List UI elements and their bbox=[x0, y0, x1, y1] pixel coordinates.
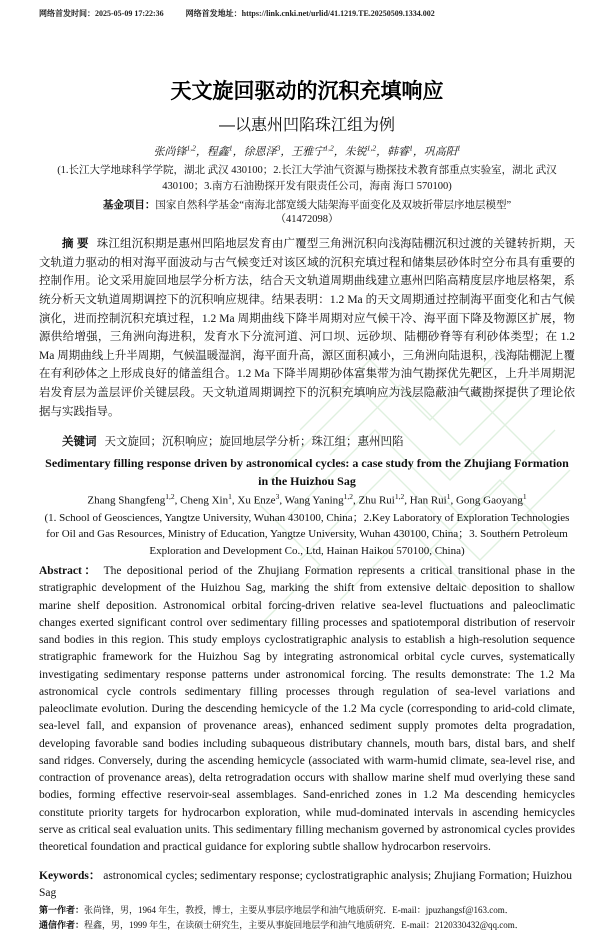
abstract-en-label: Abstract： bbox=[39, 565, 99, 578]
publish-address-url: https://link.cnki.net/urlid/41.1219.TE.20250509.1334.002 bbox=[241, 9, 435, 18]
affiliations-en: (1. School of Geosciences, Yangtze University, Wuhan 430100, China；2.Key Laboratory of Exploration Technologies for Oil and Gas Resources, Ministry of Education, Yangtze University, Wuhan 430100, China；3. Southern Petroleum Exploration and Development Co., Ltd, Hainan Haikou 570100, China) bbox=[44, 511, 570, 557]
authors-cn: 张尚锋$^{1,2}$，程鑫$^1$，徐恩泽$^3$，王雅宁$^{1,2}$，朱锐$^{1,2}$，韩睿$^1$，巩高阳$^1$ bbox=[153, 143, 461, 159]
keywords-cn-text: 天文旋回；沉积响应；旋回地层学分析；珠江组；惠州凹陷 bbox=[104, 435, 404, 448]
paper-title-en: Sedimentary filling response driven by astronomical cycles: a case study from the Zhujiang Formation in the Huizhou Sag bbox=[45, 456, 569, 488]
keywords-en bbox=[39, 868, 575, 901]
authors-en: Zhang Shangfeng$^{1,2}$, Cheng Xin$^1$, Xu Enze$^3$, Wang Yaning$^{1,2}$, Zhu Rui$^{1,2}$, Han Rui$^1$, Gong Gaoyang$^1$ bbox=[87, 492, 527, 507]
keywords-cn-label: 关键词 bbox=[62, 435, 97, 448]
author-bio-footer bbox=[39, 903, 575, 932]
corresponding-author-line bbox=[39, 918, 575, 932]
keywords-cn bbox=[39, 433, 575, 451]
affiliations-cn: (1.长江大学地球科学学院，湖北 武汉 430100；2.长江大学油气资源与勘探技术教育部重点实验室，湖北 武汉 430100；3.南方石油勘探开发有限责任公司，海南 海口 570100) bbox=[57, 165, 557, 193]
keywords-en-label: Keywords： bbox=[39, 869, 101, 882]
abstract-en-text: The depositional period of the Zhujiang Formation represents a critical transitional phase in the stratigraphic development of the Huizhou Sag, marking the shift from extensive deltaic deposition to shallow marine shelf deposition. Astronomical orbital forcing-driven relative sea-level fluctuations and paleoclimatic changes exerted significant control over sedimentary filling processes and spatiotemporal distribution of reservoir sand bodies in this region. This study employs cyclostratigraphic analysis to establish a high-resolution sequence stratigraphic framework for the Huizhou Sag by integrating astronomical orbital cycle curves, systematically investigating sedimentary response patterns under astronomical forcing. The results demonstrate: The 1.2 Ma astronomical cycle controls sedimentary filling processes through regulation of sea-level variations and paleoclimate evolution. During the descending hemicycle of the 1.2 Ma cycle (corresponding to arid-cold climate, sea-level fall, and expansion of provenance areas), enhanced sediment supply promotes delta progradation, developing favorable sand bodies including subaqueous distributary channels, mouth bars, distal bars, and shelf sand ridges. Conversely, during the ascending hemicycle (associated with warm-humid climate, sea-level rise, and contraction of provenance areas), delta retrogradation occurs with shallow marine shelf mud overlying these sand bodies, forming effective reservoir-seal assemblages. Sand-enriched zones in 1.2 Ma descending hemicycles constitute priority targets for hydrocarbon exploration, while mud-dominated intervals in ascending hemicycles serve as critical seal evaluation units. This sedimentary filling mechanism governed by astronomical cycles provides theoretical foundation and practical guidance for exploring subtle shallow hydrocarbon reservoirs. bbox=[39, 565, 575, 854]
paper-title-cn: 天文旋回驱动的沉积充填响应 bbox=[170, 80, 444, 103]
fund-project-label: 基金项目： bbox=[102, 198, 156, 211]
fund-project-text: 国家自然科学基金“南海北部宽缓大陆架海平面变化及双坡折带层序地层模型” bbox=[155, 199, 512, 211]
publish-address bbox=[186, 8, 435, 19]
first-author-text: 张尚锋，男，1964 年生，教授，博士，主要从事层序地层学和油气地质研究．E-mail：jpuzhangsf@163.com． bbox=[84, 905, 514, 916]
abstract-en bbox=[39, 563, 575, 856]
first-author-line bbox=[39, 903, 575, 917]
abstract-cn-label: 摘 要 bbox=[62, 238, 89, 251]
first-author-label: 第一作者： bbox=[39, 905, 85, 916]
fund-project-number: （41472098） bbox=[275, 213, 339, 225]
corresponding-author-label: 通信作者： bbox=[39, 919, 85, 930]
publish-time-value: 2025-05-09 17:22:36 bbox=[95, 9, 164, 18]
keywords-en-text: astronomical cycles; sedimentary response; cyclostratigraphic analysis; Zhujiang Formation; Huizhou Sag bbox=[39, 869, 573, 899]
fund-project-line bbox=[39, 198, 575, 213]
abstract-cn-text: 珠江组沉积期是惠州凹陷地层发育由广覆型三角洲沉积向浅海陆棚沉积过渡的关键转折期，天文轨道力驱动的相对海平面波动与古气候变迁对该区域的沉积充填过程和储集层砂体时空分布具有重要的控制作用。论文采用旋回地层学分析方法，结合天文轨道周期曲线建立惠州凹陷高精度层序地层格架，系统分析天文轨道周期调控下的沉积响应规律。结果表明：1.2 Ma 的天文周期通过控制海平面变化和古气候演化，进而控制沉积充填过程，1.2 Ma 周期曲线下降半周期对应气候干冷、海平面下降及物源区扩展，物源供给增强，三角洲向海进积，发育水下分流河道、河口坝、远砂坝、陆棚砂脊等有利砂体类型；在 1.2 Ma 周期曲线上升半周期，气候温暖湿润，海平面升高，源区面积减小，三角洲向陆退积，浅海陆棚泥上覆在有利砂体之上形成良好的储盖组合。1.2 Ma 下降半周期砂体富集带为油气勘探优先靶区，上升半周期泥岩发育层为盖层评价关键层段。天文轨道周期调控下的沉积充填响应为浅层隐蔽油气藏勘探提供了理论依据与实践指导。 bbox=[39, 238, 576, 418]
abstract-cn bbox=[39, 235, 575, 421]
corresponding-author-text: 程鑫，男，1999 年生，在读硕士研究生，主要从事旋回地层学和油气地质研究．E-mail：2120330432@qq.com． bbox=[84, 919, 524, 930]
publish-time-label: 网络首发时间： bbox=[39, 9, 95, 18]
publish-address-label: 网络首发地址： bbox=[185, 9, 242, 18]
publish-time bbox=[39, 8, 164, 19]
online-first-header bbox=[39, 8, 575, 19]
paper-subtitle-cn: —以惠州凹陷珠江组为例 bbox=[218, 117, 395, 135]
